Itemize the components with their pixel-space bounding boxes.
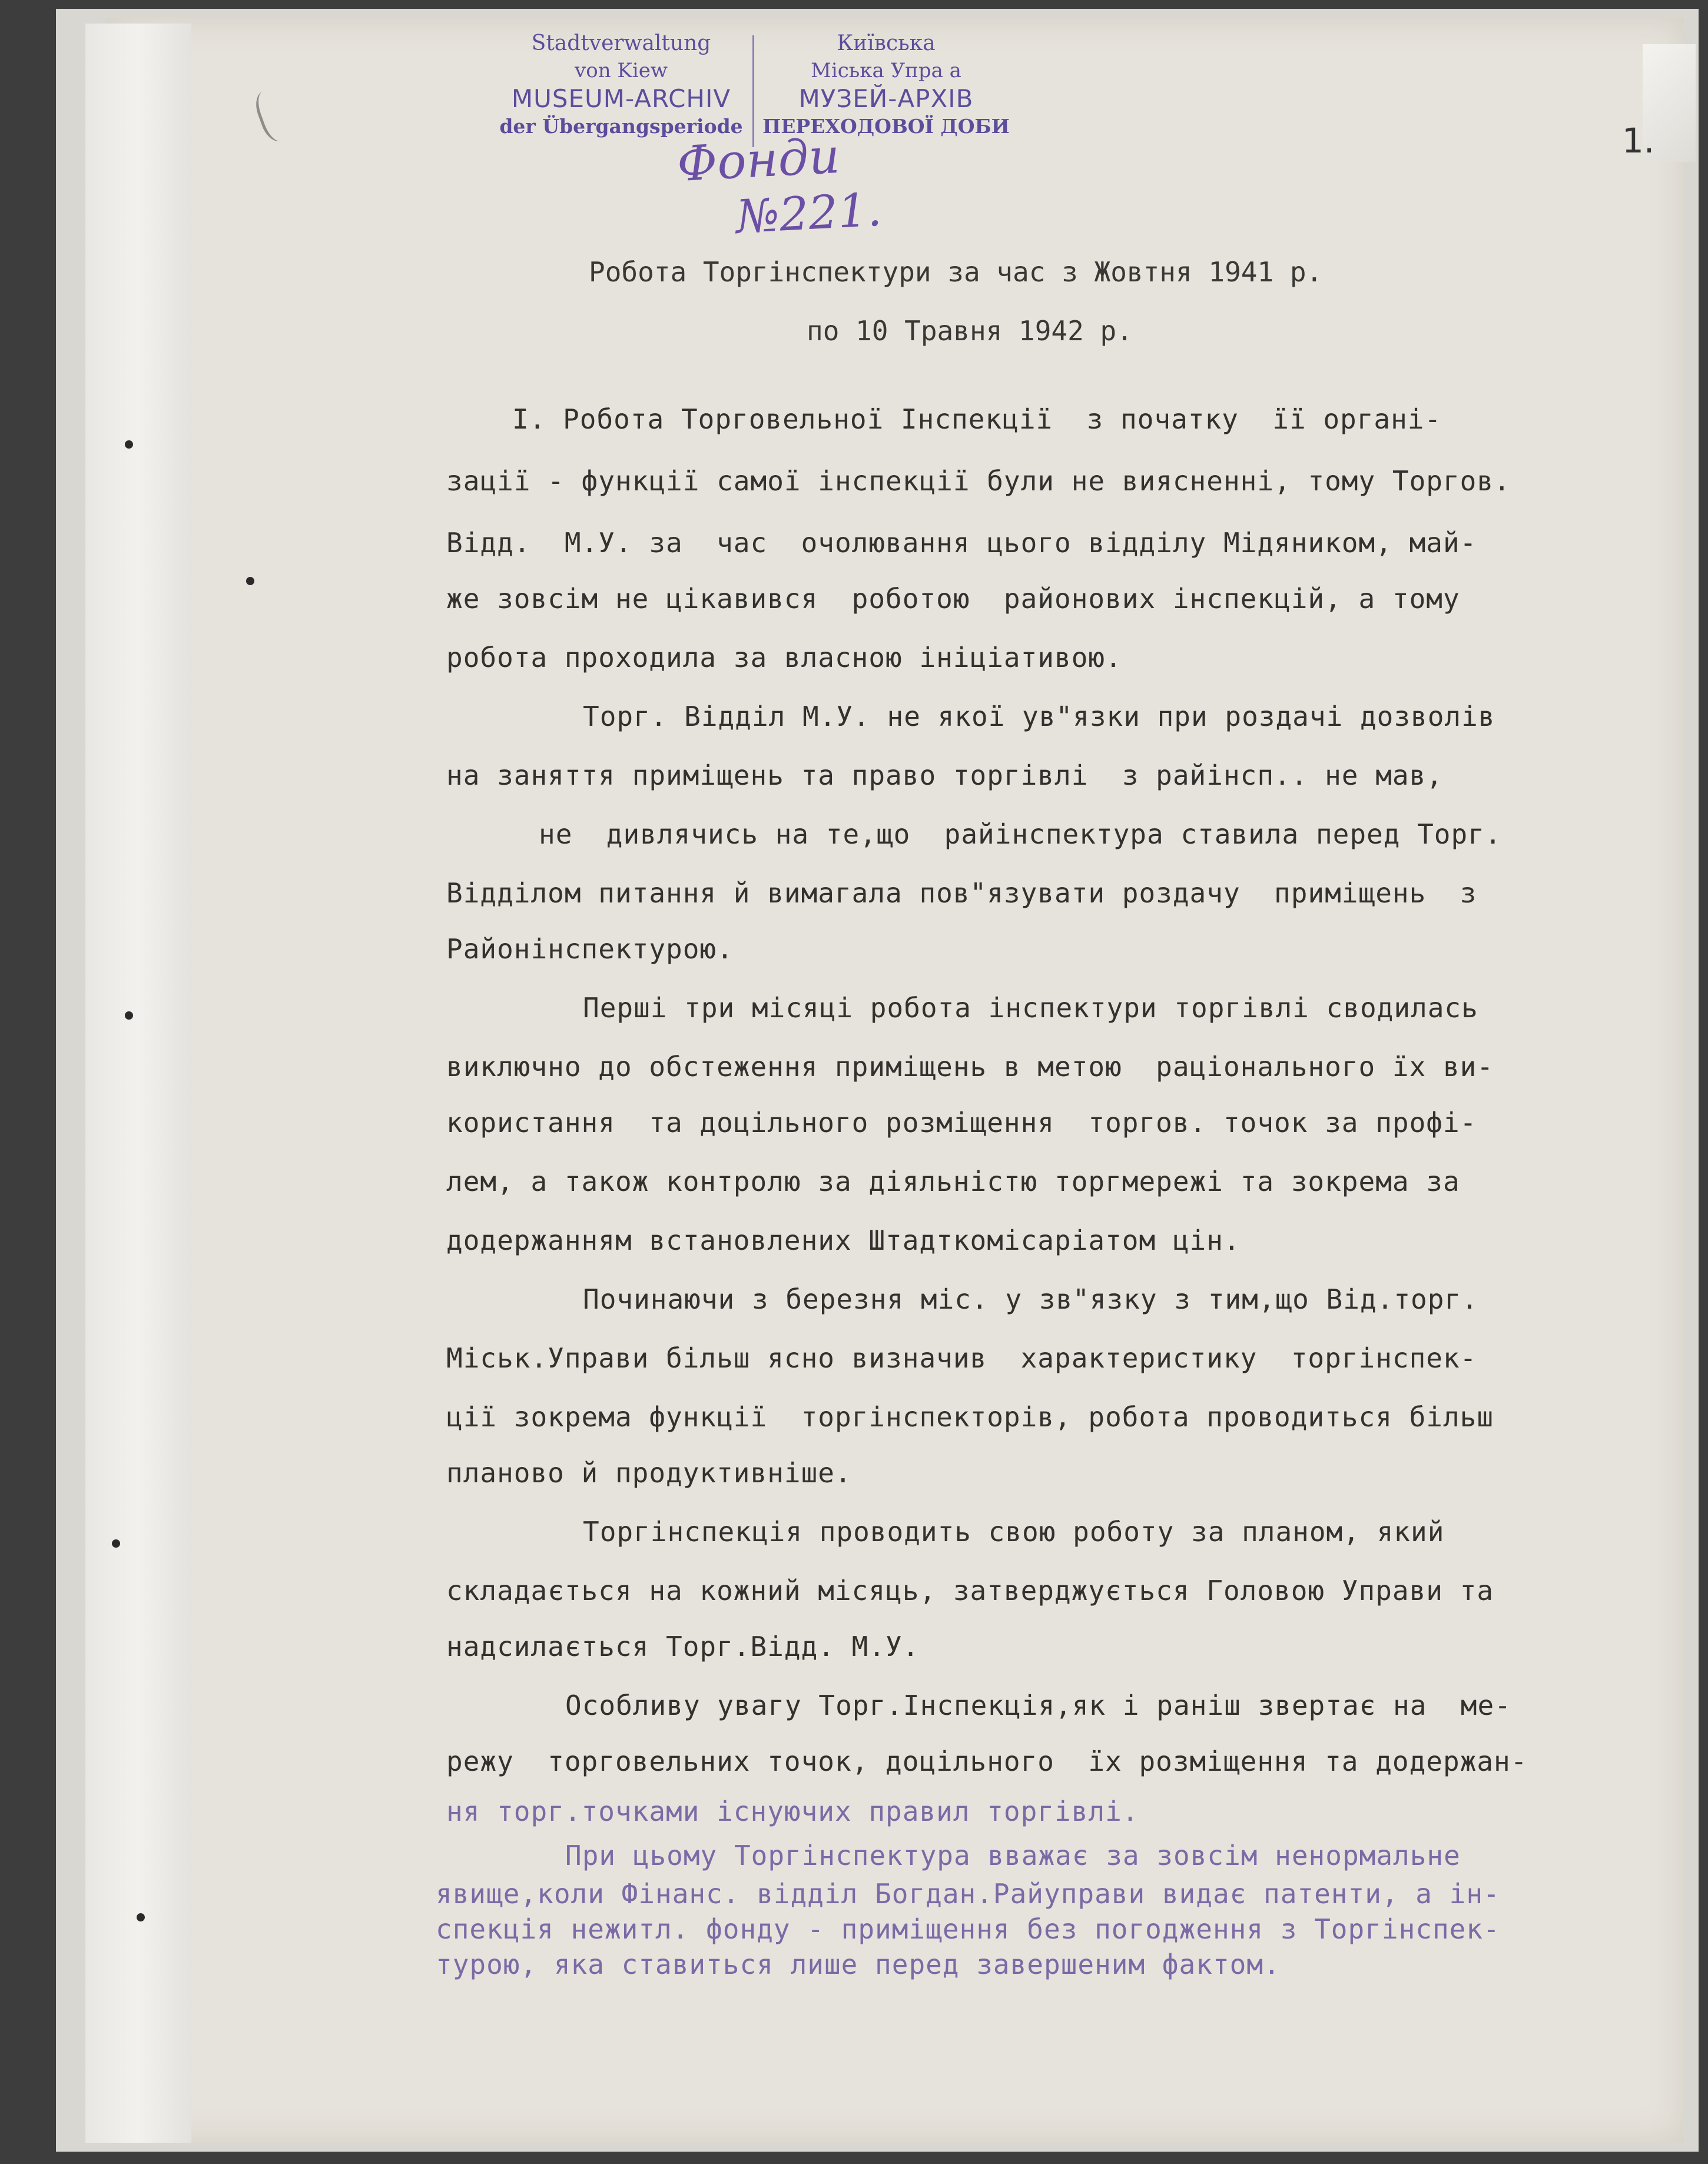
body-line: явище,коли Фінанс. відділ Богдан.Райуправи видає патенти, а ін- (436, 1878, 1500, 1910)
body-line: надсилається Торг.Відд. М.У. (446, 1631, 920, 1662)
body-line: складається на кожний місяць, затверджується Головою Управи та (446, 1575, 1494, 1607)
body-line: турою, яка ставиться лише перед завершеним фактом. (436, 1949, 1281, 1980)
body-line: Починаючи з березня міс. у зв"язку з тим,що Від.торг. (583, 1283, 1478, 1315)
punch-hole (125, 440, 133, 449)
body-line: не дивлячись на те,що райінспектура ставила перед Торг. (539, 818, 1502, 850)
body-line: Особливу увагу Торг.Інспекція,як і раніш звертає на ме- (565, 1690, 1511, 1721)
stamp-line: Міська Упра а (811, 59, 961, 82)
body-line: режу торговельних точок, доцільного їх розміщення та додержан- (446, 1745, 1528, 1777)
body-line: зації - функції самої інспекції були не виясненні, тому Торгов. (446, 465, 1511, 497)
body-line: ції зокрема функції торгінспекторів, робота проводиться більш (446, 1401, 1494, 1433)
punch-hole (246, 577, 254, 585)
stamp-line: von Kiew (575, 59, 668, 82)
body-line: користання та доцільного розміщення торгов. точок за профі- (446, 1107, 1477, 1139)
document-title-line-2: по 10 Травня 1942 р. (807, 315, 1133, 347)
handwritten-fond-number: №221. (734, 183, 883, 244)
body-line: на заняття приміщень та право торгівлі з райінсп.. не мав, (446, 759, 1443, 791)
stamp-line: MUSEUM-ARCHIV (511, 84, 731, 113)
body-line: Торг. Відділ М.У. не якої ув"язки при роздачі дозволів (583, 701, 1495, 732)
stamp-line: Київська (837, 31, 936, 55)
body-line: виключно до обстеження приміщень в метою раціонального їх ви- (446, 1051, 1494, 1083)
stamp-line: МУЗЕЙ-АРХІВ (798, 84, 974, 113)
body-line: спекція нежитл. фонду - приміщення без погодження з Торгінспек- (436, 1913, 1500, 1945)
stamp-line: Stadtverwaltung (531, 31, 711, 55)
body-line: I. Робота Торговельної Інспекції з початку її органі- (512, 403, 1442, 435)
body-line: При цьому Торгінспектура вважає за зовсім ненормальне (565, 1840, 1461, 1871)
body-line: Перші три місяці робота інспектури торгівлі сводилась (583, 992, 1478, 1024)
body-line: же зовсім не цікавився роботою районових інспекцій, а тому (446, 583, 1460, 615)
stamp-german-column (495, 29, 748, 140)
archive-stamp (495, 29, 1013, 150)
stamp-line: ПЕРЕХОДОВОЇ ДОБИ (762, 115, 1010, 138)
body-line: Відділом питання й вимагала пов"язувати роздачу приміщень з (446, 877, 1477, 909)
body-line: ня торг.точками існуючих правил торгівлі. (446, 1795, 1139, 1827)
binding-strip (85, 24, 191, 2143)
body-line: планово й продуктивніше. (446, 1457, 852, 1489)
body-line: додержанням встановлених Штадткомісаріатом цін. (446, 1224, 1241, 1256)
punch-hole (112, 1539, 120, 1548)
body-line: робота проходила за власною ініціативою. (446, 642, 1122, 673)
body-line: Районінспектурою. (446, 933, 734, 965)
page-number: 1. (1622, 121, 1655, 161)
document-title-line-1: Робота Торгінспектури за час з Жовтня 1941 р. (589, 256, 1323, 288)
body-line: Відд. М.У. за час очолювання цього відділу Мідяником, май- (446, 527, 1477, 559)
stamp-ukrainian-column (760, 29, 1013, 140)
body-line: лем, а також контролю за діяльністю торгмережі та зокрема за (446, 1166, 1460, 1197)
stamp-line: der Übergangsperiode (499, 115, 743, 138)
stamp-divider (752, 35, 754, 147)
punch-hole (125, 1011, 133, 1020)
handwritten-fondy: Фонди (675, 128, 841, 193)
punch-hole (137, 1913, 145, 1921)
body-line: Торгінспекція проводить свою роботу за планом, який (583, 1516, 1445, 1548)
body-line: Міськ.Управи більш ясно визначив характеристику торгінспек- (446, 1342, 1477, 1374)
